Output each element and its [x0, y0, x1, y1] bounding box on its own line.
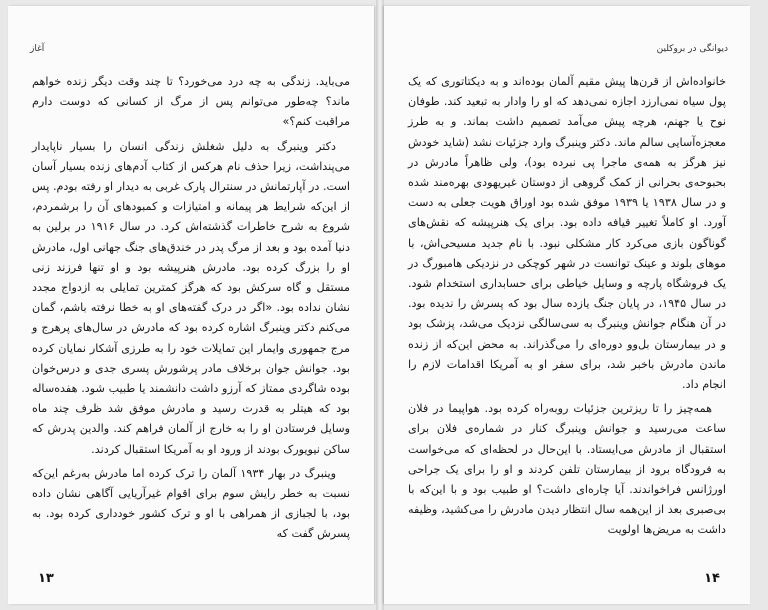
right-body-text — [408, 72, 726, 545]
right-page — [384, 6, 750, 604]
left-paragraph-3: وینبرگ در بهار ۱۹۳۴ آلمان را ترک کرده اما مادرش به‌رغم این‌که نسبت به خطر رایش سوم برای اقوام غیرآریایی آگاهی نشان داده بود، با لجبازی از همراهی با او و ترک کشور خودداری کرده بود. به پسرش گفت که — [32, 466, 350, 541]
left-paragraph-1: می‌باید. زندگی به چه درد می‌خورد؟ تا چند وقت دیگر زنده خواهم ماند؟ چه‌طور می‌توانم پس از مرگ از کسانی که دوست دارم مراقبت کنم؟» — [32, 75, 350, 129]
book-gutter — [376, 0, 384, 610]
left-page — [8, 6, 374, 604]
left-body-text — [32, 72, 350, 549]
left-paragraph-2: دکتر وینبرگ به دلیل شغلش زندگی انسان را بسیار ناپایدار می‌پنداشت، زیرا حذف نام هرکس از کتاب آدم‌های زنده بسیار آسان است. در آپارتمانش در سنترال پارک غربی به دیدار او رفته بودم. پس از این‌که شرایط هر پیمانه و امتیازات و کمبودهای آن را برشمردم، شروع به شرح خاطرات گذشته‌اش کرد. در سال ۱۹۱۶ در برلین به دنیا آمده بود و بعد از مرگ پدر در خندق‌های جنگ جهانی اول، مادرش او را بزرگ کرده بود. مادرش هنرپیشه بود و او تنها فرزند زنی مستقل و گاه سرکش بود که هرگز کمترین تمایلی به ازدواج مجدد نشان نداده بود. «اگر در درک گفته‌های او به خطا نرفته باشم، گمان می‌کنم دکتر وینبرگ اشاره کرده بود که مادرش در سال‌های پرهرج و مرج جمهوری وایمار این تمایلات خود را به طرزی آشکار نمایان کرده بود. جوانش جوان برخلاف مادر پرشورش پسری جدی و درس‌خوان بوده شاگردی ممتاز که آرزو داشت دانشمند یا طبیب شود. هفده‌ساله بود که هیتلر به قدرت رسید و مادرش موفق شد ظرف چند ماه وسایل فرستادن او را به خارج از آلمان فراهم کند. والدین پدرش که ساکن نیویورک بودند از ورود او به آمریکا استقبال کردند. — [32, 139, 350, 456]
right-page-number: ۱۴ — [704, 571, 720, 586]
right-paragraph-1: خانواده‌اش از قرن‌ها پیش مقیم آلمان بوده‌اند و به دیکتاتوری که یک پول سیاه نمی‌ارزد اجازه نمی‌دهد که او را وادار به تبعید کند. طوفان نوح یا جهنم، هرچه پیش می‌آمد تصمیم داشت بماند. و به طرز معجزه‌آسایی سالم ماند. دکتر وینبرگ وارد جزئیات نشد (شاید خودش نیز هرگز به همه‌ی ماجرا پی نبرده بود)، ولی ظاهراً مادرش در بحبوحه‌ی بحرانی از کمک گروهی از دوستان غیریهودی بهره‌مند شده و در سال ۱۹۳۸ یا ۱۹۳۹ موفق شده بود اوراق هویت جعلی به دست آورد. او کاملاً تغییر قیافه داده بود. برای یک هنرپیشه که نقش‌های گوناگون بازی می‌کرد کار مشکلی نبود. با نام جدید مسیحی‌اش، با موهای بلوند و عینک توانست در شهر کوچکی در نزدیکی هامبورگ در یک فروشگاه پارچه و وسایل خیاطی برای حسابداری استخدام شود. در سال ۱۹۴۵، در پایان جنگ یازده سال بود که پسرش را ندیده بود. در آن هنگام جوانش وینبرگ به سی‌سالگی نزدیک می‌شد، پزشک بود و در بیمارستان بل‌وو دوره‌ای را می‌گذراند. به محض این‌که از زنده ماندن مادرش باخبر شد، برای سفر او به آمریکا اقدامات لازم را انجام داد. — [408, 75, 726, 392]
left-running-head: آغاز — [30, 44, 45, 54]
right-paragraph-2: همه‌چیز را تا ریزترین جزئیات روبه‌راه کرده بود. هواپیما در فلان ساعت می‌رسید و جوانش وینبرگ کنار در شماره‌ی فلان برای استقبال از مادرش می‌ایستاد. با این‌حال در لحظه‌ای که می‌خواست به فرودگاه برود از بیمارستان تلفن کردند و او را برای یک جراحی اورژانس فراخواندند. آیا چاره‌ای داشت؟ او طبیب بود و با این‌که با بی‌صبری بعد از این‌همه سال انتظار دیدن مادرش را می‌کشید، وظیفه داشت به مریض‌ها اولویت — [408, 402, 726, 537]
left-page-number: ۱۳ — [38, 571, 54, 586]
right-running-head: دیوانگی در بروکلین — [656, 44, 728, 54]
